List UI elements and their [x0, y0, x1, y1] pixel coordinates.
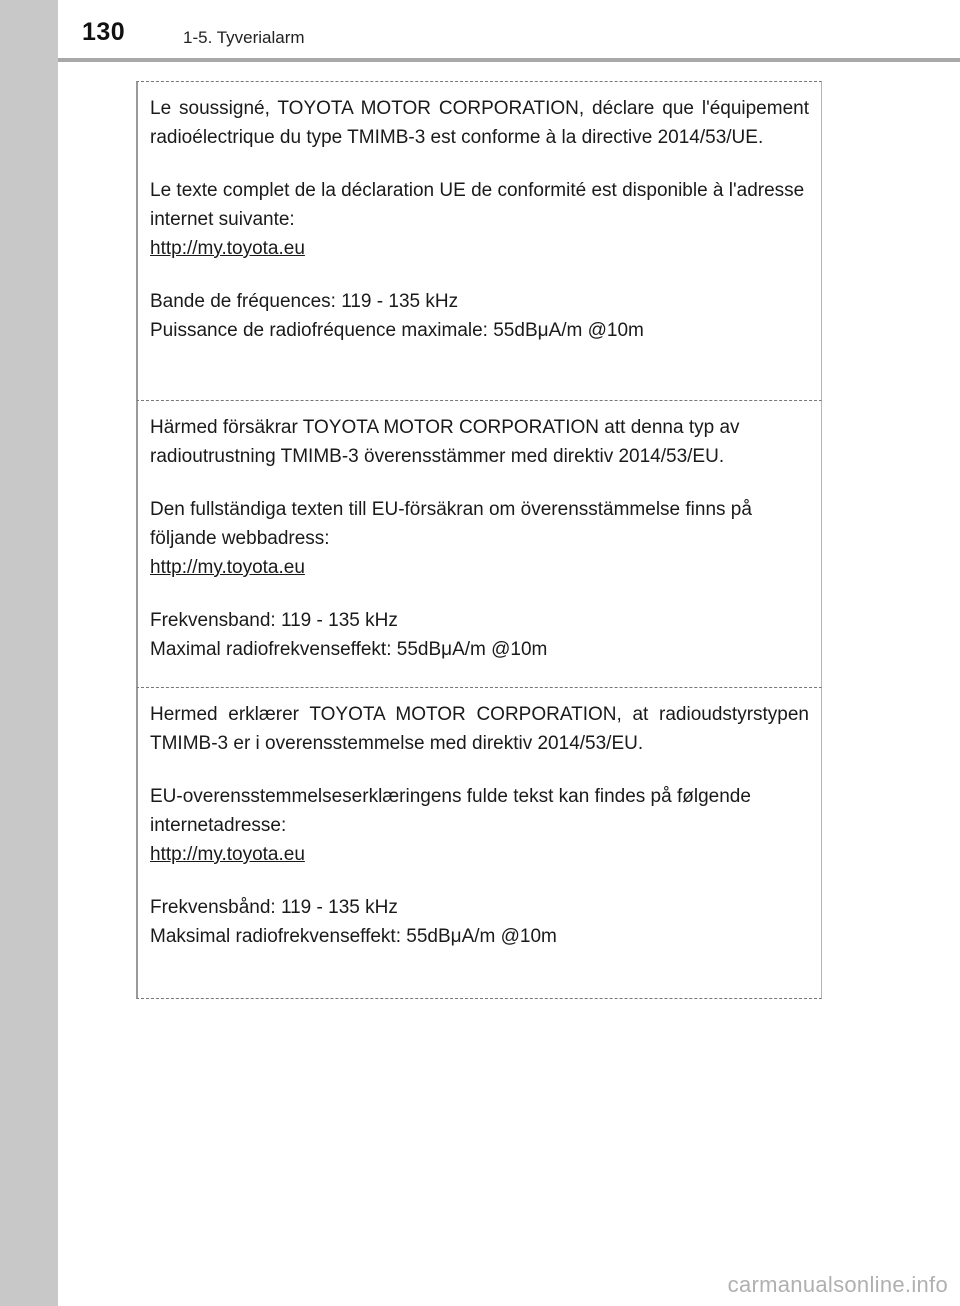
max-power-text: Puissance de radiofréquence maximale: 55dBμA/m @10m — [150, 320, 644, 341]
availability-text: Den fullständiga texten till EU-försäkran om överensstämmelse finns på följande webbadress: — [150, 499, 752, 549]
declaration-text: Le soussigné, TOYOTA MOTOR CORPORATION, déclare que l'équipement radioélectrique du type TMIMB-3 est conforme à la directive 2014/53/UE. — [150, 98, 809, 148]
max-power-text: Maximal radiofrekvenseffekt: 55dBμA/m @10m — [150, 639, 548, 660]
url-link[interactable]: http://my.toyota.eu — [150, 557, 305, 578]
declaration-text: Härmed försäkrar TOYOTA MOTOR CORPORATION att denna typ av radioutrustning TMIMB-3 överensstämmer med direktiv 2014/53/EU. — [150, 417, 740, 467]
availability-text: EU-overensstemmelseserklæringens fulde tekst kan findes på følgende internetadresse: — [150, 786, 751, 836]
declaration-panel-danish — [136, 687, 822, 999]
declaration-text: Hermed erklærer TOYOTA MOTOR CORPORATION, at radioudstyrstypen TMIMB-3 er i overensstemmelse med direktiv 2014/53/EU. — [150, 704, 809, 754]
page-number: 130 — [82, 18, 126, 46]
max-power-text: Maksimal radiofrekvenseffekt: 55dBμA/m @10m — [150, 926, 557, 947]
side-margin-bar — [0, 0, 58, 1306]
availability-text: Le texte complet de la déclaration UE de conformité est disponible à l'adresse internet suivante: — [150, 180, 805, 230]
declaration-panel-swedish — [136, 400, 822, 687]
declaration-panel-french — [136, 81, 822, 400]
frequency-band-text: Frekvensband: 119 - 135 kHz — [150, 610, 398, 631]
header-divider — [58, 58, 960, 62]
watermark-text: carmanualsonline.info — [727, 1272, 948, 1297]
section-title: 1-5. Tyverialarm — [183, 28, 305, 47]
frequency-band-text: Bande de fréquences: 119 - 135 kHz — [150, 291, 459, 312]
frequency-band-text: Frekvensbånd: 119 - 135 kHz — [150, 897, 398, 918]
url-link[interactable]: http://my.toyota.eu — [150, 238, 305, 259]
url-link[interactable]: http://my.toyota.eu — [150, 844, 305, 865]
